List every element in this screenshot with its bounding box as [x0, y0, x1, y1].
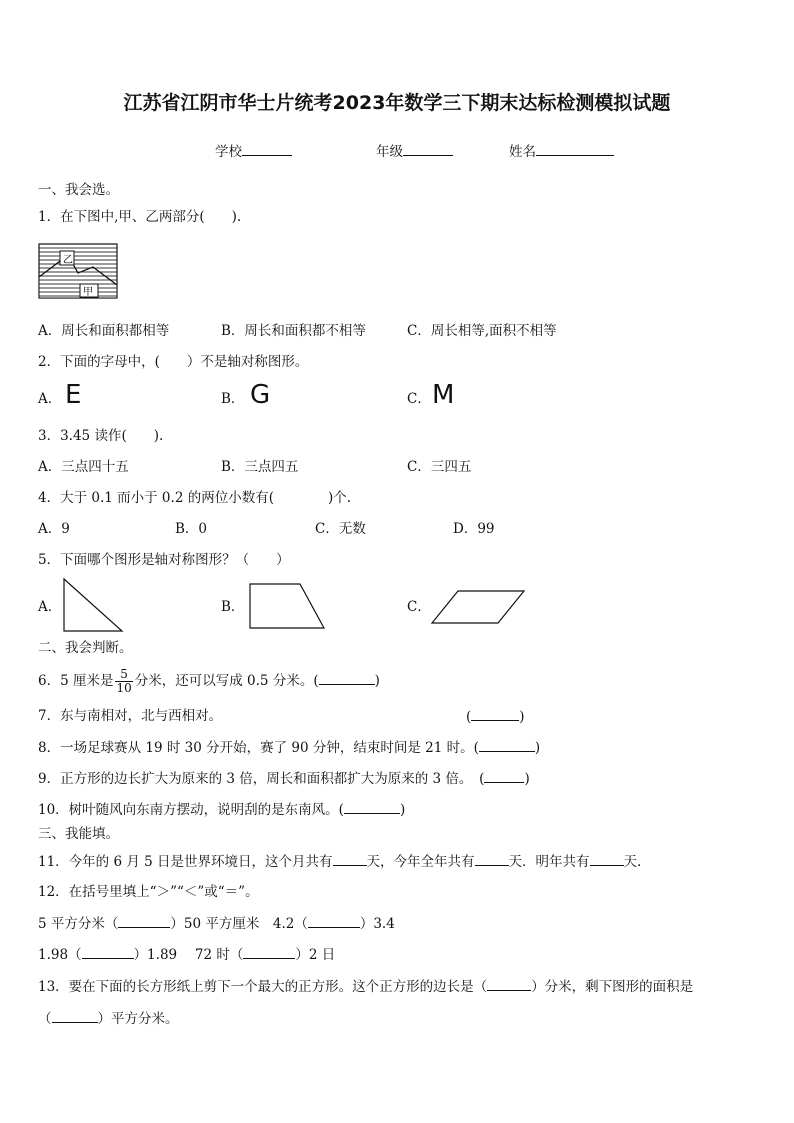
q3-text: 3．3.45 读作( ). [38, 428, 164, 444]
section-1-heading: 一、我会选。 [38, 182, 119, 198]
q2-letter-m: M [432, 380, 455, 410]
q9-line [38, 768, 530, 789]
q11-line [38, 851, 641, 872]
q1-option-a[interactable]: A．周长和面积都相等 [38, 323, 170, 339]
q7-close: ) [519, 709, 525, 725]
q2-option-b-prefix: B． [221, 391, 245, 407]
q12-r1-part-a: 5 平方分米（ [38, 916, 119, 932]
q9-answer-blank[interactable] [484, 768, 524, 783]
q6-text-after: 分米，还可以写成 0.5 分米。( [134, 673, 319, 689]
q13-part-3: （ [38, 1011, 52, 1027]
q10-text: 10．树叶随风向东南方摆动，说明刮的是东南风。( [38, 802, 344, 818]
name-blank[interactable] [536, 141, 614, 156]
q6-text-before: 6．5 厘米是 [38, 673, 114, 689]
q1-option-c[interactable]: C．周长相等,面积不相等 [407, 323, 557, 339]
q13-part-2: ）分米，剩下图形的面积是 [531, 979, 694, 995]
q2-option-c[interactable] [407, 389, 431, 409]
q4-option-b[interactable]: B．0 [175, 521, 208, 537]
q13-part-4: ）平方分米。 [97, 1011, 179, 1027]
section-2-heading: 二、我会判断。 [38, 640, 133, 656]
grade-blank[interactable] [403, 141, 453, 156]
q3-option-b[interactable]: B．三点四五 [221, 459, 299, 475]
q1-text: 1．在下图中,甲、乙两部分( ). [38, 209, 242, 225]
q10-answer-blank[interactable] [344, 799, 400, 814]
q2-option-a[interactable] [38, 389, 61, 409]
q3-option-a[interactable]: A．三点四十五 [38, 459, 129, 475]
page-title: 江苏省江阴市华士片统考2023年数学三下期末达标检测模拟试题 [123, 92, 671, 114]
school-blank[interactable] [242, 141, 292, 156]
q7-answer-blank[interactable] [471, 706, 519, 721]
q11-part-2: 天，今年全年共有 [366, 854, 475, 870]
name-label: 姓名 [509, 144, 536, 160]
q11-part-3: 天．明年共有 [508, 854, 590, 870]
grade-label: 年级 [376, 144, 403, 160]
q4-option-a[interactable]: A．9 [38, 521, 70, 537]
q12-r1-part-c: ）3.4 [359, 916, 395, 932]
q1-figure [38, 243, 118, 299]
q13-blank-2[interactable] [52, 1008, 98, 1023]
q4-option-c[interactable]: C．无数 [315, 521, 366, 537]
q8-close: ) [534, 740, 541, 756]
q2-option-b[interactable] [221, 389, 244, 409]
q2-text: 2．下面的字母中，( ）不是轴对称图形。 [38, 354, 309, 370]
q6-numerator: 5 [115, 668, 132, 682]
q6-fraction [115, 668, 132, 695]
q2-option-c-prefix: C． [407, 391, 431, 407]
q12-row-1 [38, 913, 395, 934]
q12-r2-part-b: ）1.89 72 时（ [133, 947, 244, 963]
q11-part-1: 11．今年的 6 月 5 日是世界环境日，这个月共有 [38, 854, 333, 870]
name-field [509, 141, 614, 162]
q11-part-4: 天. [623, 854, 642, 870]
school-label: 学校 [215, 144, 242, 160]
q12-r1-blank-2[interactable] [308, 913, 360, 928]
q8-line [38, 737, 540, 758]
q13-blank-1[interactable] [487, 976, 531, 991]
q9-close: ) [524, 771, 530, 787]
q12-r1-blank-1[interactable] [118, 913, 170, 928]
q5-option-c[interactable]: C． [407, 599, 431, 615]
q13-line-2 [38, 1008, 179, 1029]
q1-fig-label-yi: 乙 [63, 255, 73, 266]
q4-text: 4．大于 0.1 而小于 0.2 的两位小数有( )个. [38, 490, 352, 506]
q2-option-a-prefix: A． [38, 391, 62, 407]
q1-option-b[interactable]: B．周长和面积都不相等 [221, 323, 366, 339]
q2-letter-g: G [250, 380, 271, 410]
q12-r2-blank-1[interactable] [82, 944, 134, 959]
q13-part-1: 13．要在下面的长方形纸上剪下一个最大的正方形。这个正方形的边长是（ [38, 979, 488, 995]
q7-answer [466, 706, 525, 727]
q8-text: 8．一场足球赛从 19 时 30 分开始，赛了 90 分钟，结束时间是 21 时。( [38, 740, 479, 756]
school-field [215, 141, 292, 162]
grade-field [376, 141, 453, 162]
q7-open: ( [466, 709, 472, 725]
q12-row-2 [38, 944, 335, 965]
q5-option-b[interactable]: B． [221, 599, 245, 615]
q8-answer-blank[interactable] [479, 737, 535, 752]
q4-option-d[interactable]: D．99 [453, 521, 495, 537]
q5-trapezoid-shape [246, 580, 328, 632]
q11-blank-3[interactable] [590, 851, 624, 866]
q5-option-a[interactable]: A． [38, 599, 62, 615]
q11-blank-2[interactable] [475, 851, 509, 866]
q5-right-triangle-shape [60, 576, 126, 634]
q5-text: 5．下面哪个图形是轴对称图形？（ ） [38, 552, 290, 568]
q6-line [38, 668, 380, 695]
q6-answer-blank[interactable] [319, 670, 375, 685]
q11-blank-1[interactable] [333, 851, 367, 866]
q1-fig-label-jia: 甲 [83, 287, 93, 298]
q7-text: 7．东与南相对，北与西相对。 [38, 708, 223, 724]
q12-r2-blank-2[interactable] [243, 944, 295, 959]
q13-line-1 [38, 976, 693, 997]
q12-r2-part-a: 1.98（ [38, 947, 82, 963]
section-3-heading: 三、我能填。 [38, 826, 119, 842]
q9-text: 9．正方形的边长扩大为原来的 3 倍，周长和面积都扩大为原来的 3 倍。 ( [38, 771, 485, 787]
q6-close: ) [374, 673, 380, 689]
q10-close: ) [399, 802, 406, 818]
q12-text: 12．在括号里填上“＞”“＜”或“＝”。 [38, 884, 259, 900]
q12-r2-part-c: ）2 日 [295, 947, 336, 963]
q6-denominator: 10 [116, 681, 132, 695]
q3-option-c[interactable]: C．三四五 [407, 459, 472, 475]
q2-letter-e: E [65, 380, 82, 410]
q5-parallelogram-shape [430, 587, 528, 627]
q12-r1-part-b: ）50 平方厘米 4.2（ [170, 916, 308, 932]
q10-line [38, 799, 405, 820]
